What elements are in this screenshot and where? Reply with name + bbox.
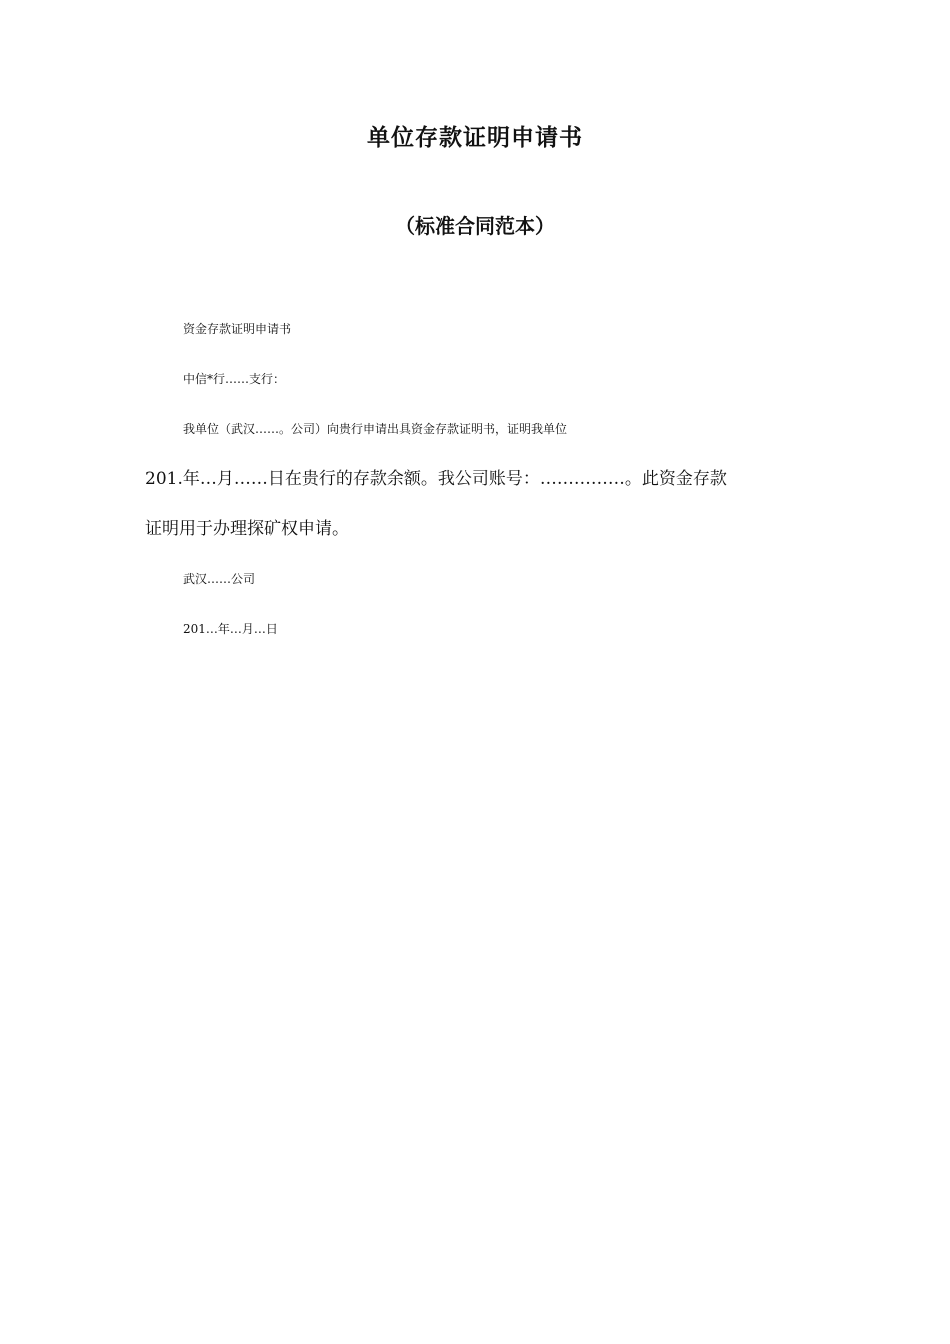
- body-paragraph-line-1: 我单位（武汉……。公司）向贵行申请出具资金存款证明书，证明我单位: [183, 422, 568, 436]
- heading-line: 资金存款证明申请书: [183, 322, 292, 336]
- date-line: 201…年…月…日: [183, 622, 278, 636]
- signature-line: 武汉……公司: [183, 572, 256, 586]
- document-subtitle: （标准合同范本）: [395, 214, 555, 238]
- body-paragraph-line-3: 证明用于办理探矿权申请。: [145, 519, 349, 539]
- body-paragraph-line-2: 201.年…月……日在贵行的存款余额。我公司账号：……………。此资金存款: [145, 469, 727, 489]
- document-title: 单位存款证明申请书: [367, 125, 583, 151]
- addressee-line: 中信*行……支行：: [183, 372, 286, 386]
